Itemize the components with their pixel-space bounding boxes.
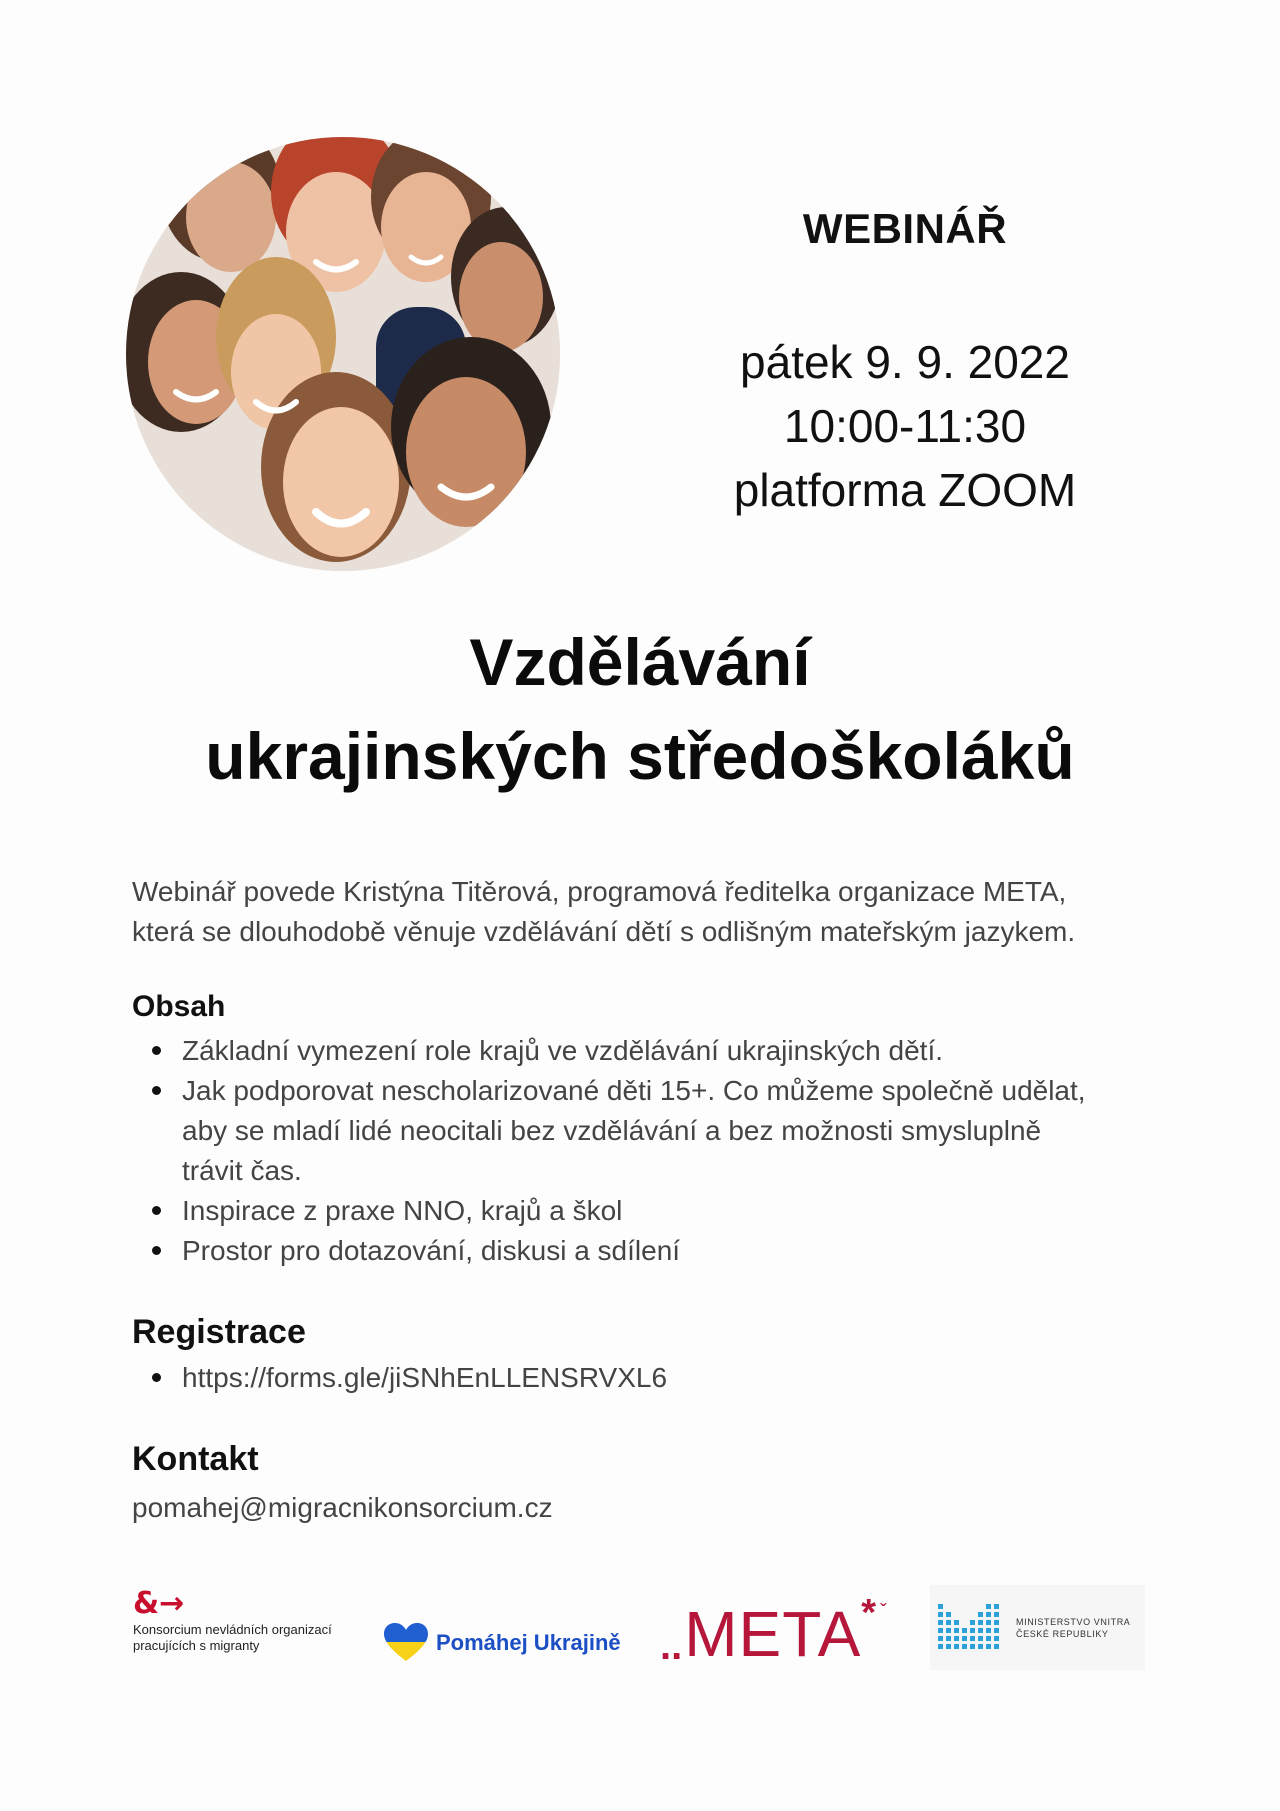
list-item <box>132 1071 1192 1191</box>
registrace-heading: Registrace <box>132 1313 306 1351</box>
registration-link[interactable]: https://forms.gle/jiSNhEnLLENSRVXL6 <box>182 1362 668 1393</box>
contact-email[interactable]: pomahej@migracnikonsorcium.cz <box>132 1492 553 1523</box>
list-item <box>132 1031 1192 1071</box>
bullet-icon <box>152 1086 161 1095</box>
event-platform: platforma ZOOM <box>733 464 1077 516</box>
mvcr-logo <box>930 1585 1145 1670</box>
kontakt-heading: Kontakt <box>132 1440 259 1478</box>
page-title <box>80 615 1200 803</box>
event-details <box>690 330 1120 522</box>
konsorcium-name-line-1: Konsorcium nevládních organizací <box>133 1622 332 1637</box>
meta-dots: .. <box>660 1624 683 1668</box>
konsorcium-mark-icon: &→ <box>133 1586 185 1621</box>
intro-paragraph <box>132 872 1172 952</box>
obsah-list <box>132 1031 1192 1271</box>
meta-chevron-icon: ˇ <box>880 1601 887 1623</box>
pomahej-ukrajine-logo <box>384 1622 621 1664</box>
obsah-heading: Obsah <box>132 990 226 1023</box>
bullet-icon <box>152 1206 161 1215</box>
mvcr-emblem-icon <box>936 1600 1006 1656</box>
konsorcium-logo <box>133 1586 363 1654</box>
bullet-icon <box>152 1046 161 1055</box>
event-label: WEBINÁŘ <box>802 205 1008 252</box>
intro-line-2: která se dlouhodobě věnuje vzdělávání dětí s odlišným mateřským jazykem. <box>132 916 1076 947</box>
bullet-icon <box>152 1373 161 1382</box>
konsorcium-name-line-2: pracujících s migranty <box>133 1638 260 1653</box>
registrace-list <box>132 1358 1192 1398</box>
mvcr-name-line-1: MINISTERSTVO VNITRA <box>1016 1616 1131 1627</box>
event-date: pátek 9. 9. 2022 <box>740 336 1070 388</box>
bullet-icon <box>152 1246 161 1255</box>
list-item-text: Prostor pro dotazování, diskusi a sdílení <box>182 1235 681 1266</box>
list-item <box>132 1358 1192 1398</box>
group-photo <box>126 137 560 571</box>
ukraine-heart-icon <box>384 1623 428 1663</box>
pomahej-ukrajine-text: Pomáhej Ukrajině <box>436 1630 621 1655</box>
list-item-text: Inspirace z praxe NNO, krajů a škol <box>182 1195 623 1226</box>
meta-star-icon: * <box>861 1592 877 1634</box>
meta-logo <box>660 1592 887 1670</box>
list-item-text: Základní vymezení role krajů ve vzdělávání ukrajinských dětí. <box>182 1035 944 1066</box>
list-item-text: trávit čas. <box>182 1155 302 1186</box>
mvcr-name-line-2: ČESKÉ REPUBLIKY <box>1016 1628 1109 1639</box>
intro-line-1: Webinář povede Kristýna Titěrová, programová ředitelka organizace META, <box>132 876 1067 907</box>
mvcr-name <box>1016 1616 1130 1640</box>
list-item <box>132 1231 1192 1271</box>
list-item-text: Jak podporovat nescholarizované děti 15+. Co můžeme společně udělat, <box>182 1075 1086 1106</box>
list-item-text: aby se mladí lidé neocitali bez vzdělávání a bez možnosti smysluplně <box>182 1115 1042 1146</box>
group-photo-illustration <box>126 137 560 571</box>
title-line-1: Vzdělávání <box>469 625 811 699</box>
list-item <box>132 1191 1192 1231</box>
konsorcium-name <box>133 1622 363 1654</box>
meta-wordmark: META <box>684 1598 862 1670</box>
title-line-2: ukrajinských středoškoláků <box>205 719 1075 793</box>
event-time: 10:00-11:30 <box>783 400 1027 452</box>
